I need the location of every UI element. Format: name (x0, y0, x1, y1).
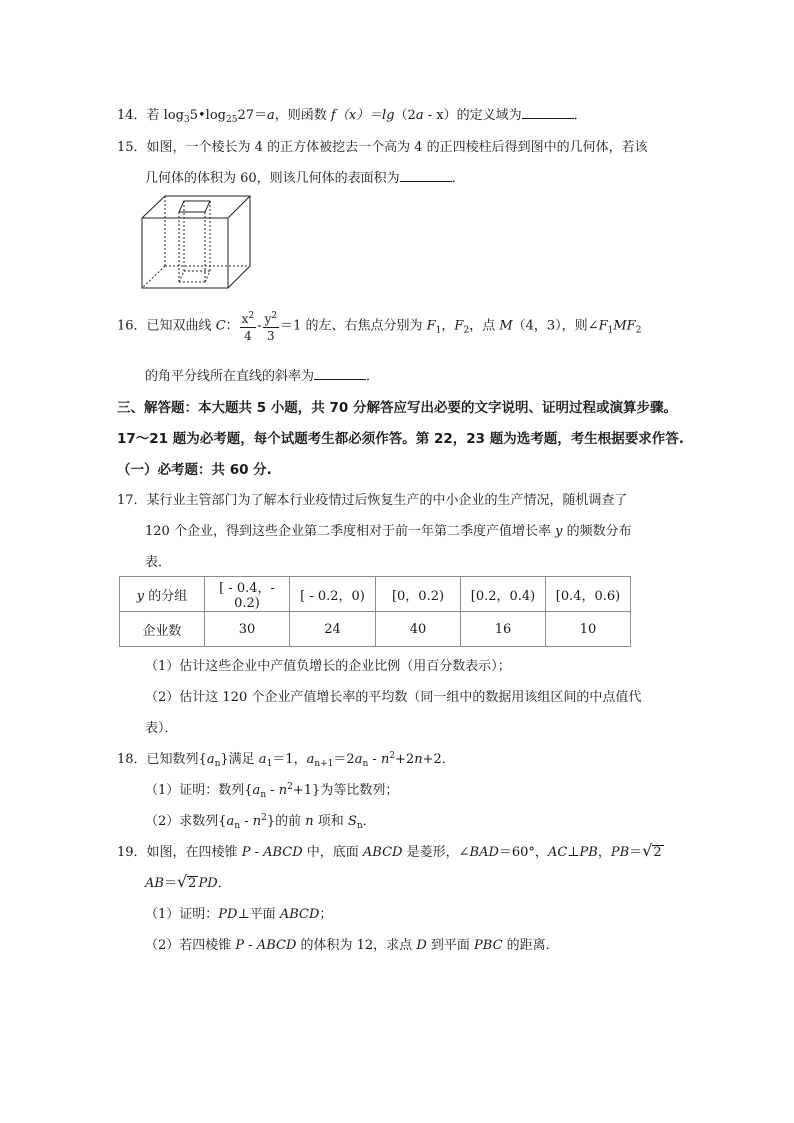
q16-line1: 16．已知双曲线 C： $\frac{x^2}{4}$ - $\frac{y^2}{3}$ ＝1 的左、右焦点分别为 $F_1$，$F_2$，点 M（4，3），则$\angle F_1MF_2$ (117, 308, 641, 349)
cube-figure (138, 193, 254, 289)
sqrt-symbol: √ (176, 872, 188, 891)
q14-number: 14． (117, 108, 147, 123)
table-cell: [ - 0.2，0) (290, 577, 376, 612)
prism-edge (205, 271, 210, 282)
q14-line: 14．若 $\log_35•\log_{25}27=a$，则函数 f（x）＝lg（2a - x）的定义域为 ． (117, 108, 587, 125)
prism-edge (179, 271, 184, 282)
table-header-cell: 企业数 (120, 612, 205, 647)
q15-number: 15． (117, 140, 147, 155)
q18-part2: （2）求数列$\{a_n - n^2\}$的前 n 项和 $S_n$． (145, 813, 376, 831)
table-cell: 40 (376, 612, 461, 647)
fraction-y2-over-3: $\frac{y^2}{3}$ (263, 308, 280, 344)
q17-line1: 17．某行业主管部门为了解本行业疫情过后恢复生产的中小企业的生产情况，随机调查了 (117, 493, 628, 508)
sqrt-symbol: √ (642, 841, 653, 860)
table-cell: [0.2，0.4) (461, 577, 546, 612)
frequency-table (119, 576, 631, 647)
q16-line2: 的角平分线所在直线的斜率为 ． (145, 369, 380, 384)
cube-right-face (228, 196, 250, 288)
table-cell: [ - 0.4，- 0.2) (205, 577, 290, 612)
q17-line2: 120 个企业，得到这些企业第二季度相对于前一年第二季度产值增长率 y 的频数分布 (145, 524, 632, 539)
cube-hidden-edge (142, 266, 165, 288)
answer-blank[interactable] (400, 169, 452, 182)
table-cell: 16 (461, 612, 546, 647)
table-cell: 24 (290, 612, 376, 647)
q17-part2-line2: 表）． (145, 721, 178, 736)
table-cell: [0，0.2) (376, 577, 461, 612)
q15-line1: 15．如图，一个棱长为 4 的正方体被挖去一个高为 4 的正四棱柱后得到图中的几何体，若该 (117, 140, 648, 155)
cube-top-face (142, 196, 250, 218)
fraction-x2-over-4: $\frac{x^2}{4}$ (240, 308, 257, 344)
table-cell: [0.4，0.6) (546, 577, 631, 612)
cube-front-face (142, 218, 228, 288)
q17-part1: （1）估计这些企业中产值负增长的企业比例（用百分数表示）； (145, 659, 511, 674)
section3-heading-line2: 17～21 题为必考题，每个试题考生都必须作答。第 22，23 题为选考题，考生根据要求作答. (117, 431, 684, 447)
q17-number: 17． (117, 493, 147, 508)
answer-blank[interactable] (522, 106, 574, 119)
q18-part1: （1）证明：数列$\{a_n - n^2+1\}$为等比数列； (145, 782, 399, 800)
q18-number: 18． (117, 752, 147, 767)
q19-number: 19． (117, 845, 147, 860)
q17-part2-line1: （2）估计这 120 个企业产值增长率的平均数（同一组中的数据用该组区间的中点值代 (145, 690, 642, 705)
q16-number: 16． (117, 318, 147, 334)
q19-part1: （1）证明：PD⊥平面 ABCD； (145, 907, 333, 922)
answer-blank[interactable] (314, 367, 366, 380)
q18-line1: 18．已知数列$\{a_n\}$满足 $a_1=1$，$a_{n+1}=2a_n - n^2+2n+2$． (117, 751, 455, 769)
q19-line2: AB＝√2 PD． (145, 872, 231, 891)
table-header-cell: y 的分组 (120, 577, 205, 612)
table-cell: 30 (205, 612, 290, 647)
section3-heading-line1: 三、解答题：本大题共 5 小题，共 70 分解答应写出必要的文字说明、证明过程或演算步骤。 (117, 400, 677, 416)
section3-heading-line3: （一）必考题：共 60 分. (117, 462, 272, 478)
table-row (120, 577, 631, 612)
q19-line1: 19．如图，在四棱锥 P - ABCD 中，底面 ABCD 是菱形，∠BAD＝60°，AC⊥PB，PB＝√2 (117, 841, 662, 860)
q19-part2: （2）若四棱锥 P - ABCD 的体积为 12，求点 D 到平面 PBC 的距离． (145, 938, 559, 953)
q17-line3: 表． (145, 555, 172, 570)
q15-line2: 几何体的体积为 60，则该几何体的表面积为 ． (145, 171, 465, 186)
table-cell: 10 (546, 612, 631, 647)
table-row (120, 612, 631, 647)
